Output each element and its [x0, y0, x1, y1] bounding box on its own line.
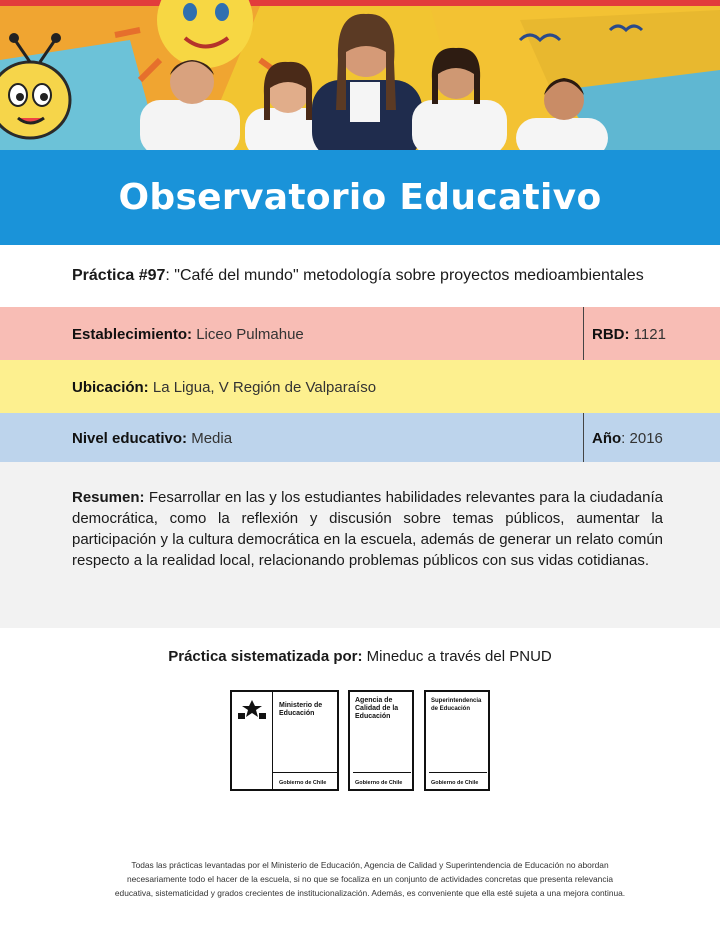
page-title: Observatorio Educativo: [118, 177, 602, 218]
level-label: Nivel educativo:: [72, 430, 188, 447]
year-value: : 2016: [621, 430, 663, 447]
year-cell: [592, 413, 663, 462]
location-value: La Ligua, V Región de Valparaíso: [148, 379, 377, 396]
ministerio-logo: [230, 690, 339, 791]
rbd-value: 1121: [629, 326, 666, 343]
location-label: Ubicación:: [72, 379, 149, 396]
logo-footer: Gobierno de Chile: [355, 780, 403, 786]
establishment-value: Liceo Pulmahue: [192, 326, 304, 343]
establishment-cell: [72, 307, 304, 360]
disclaimer-line: Todas las prácticas levantadas por el Ministerio de Educación, Agencia de Calidad y Superintendencia de Educación no abordan: [131, 860, 609, 870]
location-row: [0, 360, 720, 413]
column-divider: [583, 307, 584, 360]
disclaimer: [70, 858, 670, 900]
summary-label: Resumen:: [72, 489, 145, 506]
practice-number: Práctica #97: [72, 267, 166, 284]
systematized-label: Práctica sistematizada por:: [168, 648, 363, 665]
logo-text: Superintendencia de Educación: [431, 698, 482, 712]
superintendencia-logo: [424, 690, 490, 791]
level-row: [0, 413, 720, 462]
logo-text: Agencia de Calidad de la Educación: [355, 697, 399, 720]
agencia-logo: [348, 690, 414, 791]
logo-footer: Gobierno de Chile: [279, 780, 327, 786]
disclaimer-line: educativa, sistematicidad y grados crecientes de institucionalización. Además, es conveniente que ella esté sujeta a una mejora continua.: [114, 888, 626, 898]
rbd-label: RBD:: [592, 326, 630, 343]
level-cell: [72, 413, 232, 462]
institution-logos: [230, 690, 492, 794]
rbd-cell: [592, 307, 666, 360]
summary-paragraph: [72, 487, 663, 571]
coat-of-arms-icon: [237, 698, 267, 720]
establishment-label: Establecimiento:: [72, 326, 193, 343]
systematized-value: Mineduc a través del PNUD: [362, 648, 552, 665]
hero-photo: [0, 0, 720, 150]
practice-heading: [72, 265, 702, 287]
practice-title: : "Café del mundo" metodología sobre proyectos medioambientales: [165, 267, 644, 284]
summary-text: Fesarrollar en las y los estudiantes habilidades relevantes para la ciudadanía democrática, como la reflexión y discusión sobre temas públicos, aumentar la participación y la cultura democrática en la escuela, además de generar un relato común respecto a la realidad local, relacionando problemas públicos con sus vidas cotidianas.: [72, 489, 663, 569]
establishment-row: [0, 307, 720, 360]
column-divider: [583, 413, 584, 462]
logo-footer: Gobierno de Chile: [431, 780, 479, 786]
logo-text: Ministerio de Educación: [279, 702, 323, 717]
summary-section: [0, 462, 720, 628]
year-label: Año: [592, 430, 622, 447]
systematized-by: [0, 648, 720, 665]
location-cell: [72, 360, 376, 413]
disclaimer-line: necesariamente todo el hacer de la escuela, si no que se focaliza en un conjunto de actividades concretas que presenta relevancia: [126, 874, 614, 884]
title-banner: [0, 150, 720, 245]
level-value: Media: [187, 430, 233, 447]
